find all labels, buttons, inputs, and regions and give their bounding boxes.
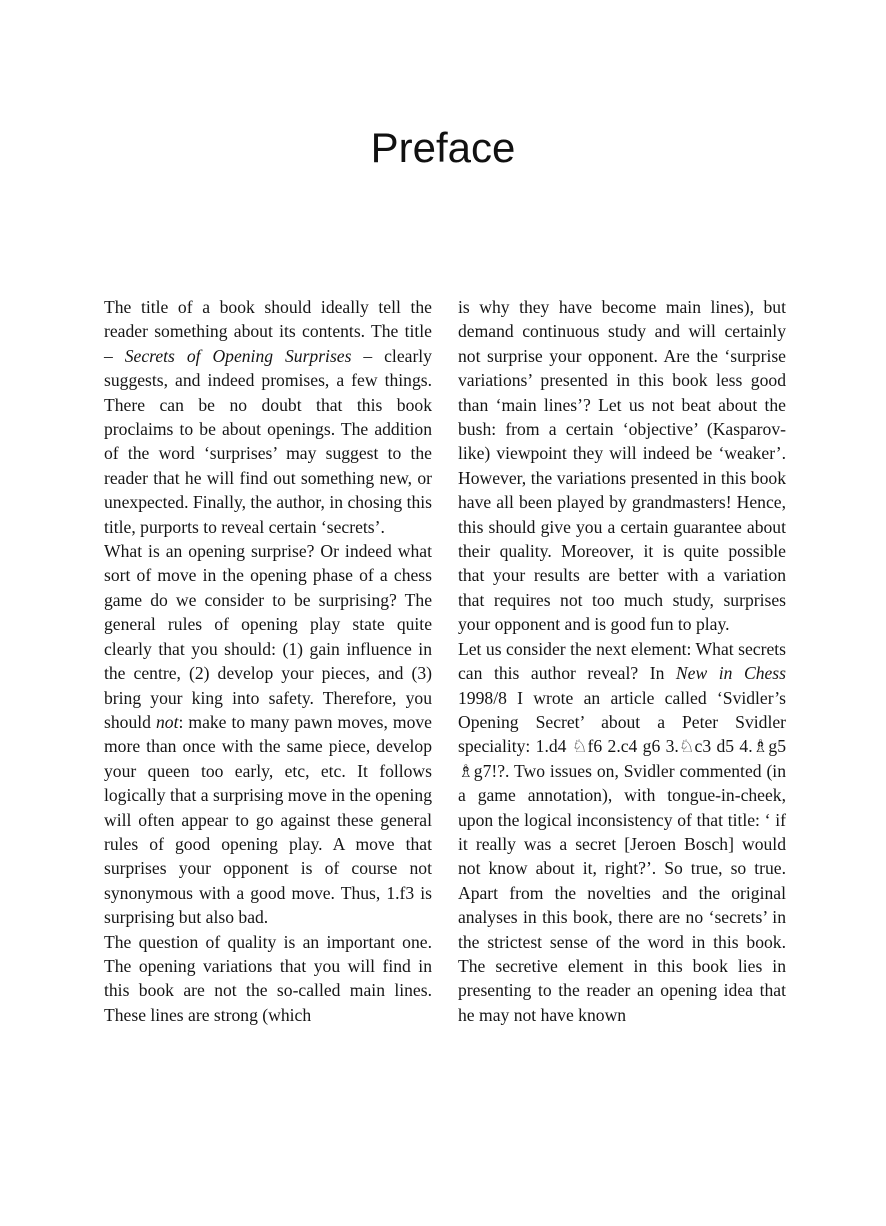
paragraph-quality: The question of quality is an important one. The opening variations that you will find in this book are not the so-called main lines. These lines are strong (which [104, 931, 432, 1025]
page-title: Preface [370, 124, 516, 171]
italic-magazine-title: New in Chess [675, 663, 786, 684]
paragraph-book-title [104, 295, 432, 539]
text-run: – clearly suggests, and indeed promises, a few things. There can be no doubt that this book proclaims to be about openings. The addition of the word ‘surprises’ may suggest to the reader that he will find out something new, or unexpected. Finally, the author, in chosing this title, purports to reveal certain ‘secrets’. [104, 345, 432, 537]
right-column [458, 295, 786, 1027]
text-run: 1998/8 I wrote an article called ‘Svidler’s Opening Secret’ about a Peter Svidler speciality: 1.d4 ♘f6 2.c4 g6 3.♘c3 d5 4.♗g5 ♗g7!?. Two issues on, Svidler commented (in a game annotation), with tongue-in-cheek, upon the logical inconsistency of that title: ‘ if it really was a secret [Jeroen Bosch] would not know about it, right?’. So true, so true. Apart from the novelties and the original analyses in this book, there are no ‘secrets’ in the strictest sense of the word in this book. The secretive element in this book lies in presenting to the reader an opening idea that he may not have known [458, 687, 786, 1025]
text-run: What is an opening surprise? Or indeed what sort of move in the opening phase of a chess game do we consider to be surprising? The general rules of opening play state quite clearly that you should: (1) gain influence in the centre, (2) develop your pieces, and (3) bring your king into safety. Therefore, you should [104, 541, 432, 732]
italic-book-title: Secrets of Opening Surprises [124, 345, 352, 366]
italic-not: not [155, 711, 179, 732]
text-run: : make to many pawn moves, move more than once with the same piece, develop your queen too early, etc, etc. It follows logically that a surprising move in the opening will often appear to go against these general rules of good opening play. A move that surprises your opponent is of course not synonymous with a good move. Thus, 1.f3 is surprising but also bad. [104, 711, 432, 928]
text-run: The title of a book should ideally tell the reader something about its contents. The title – [104, 297, 432, 366]
left-column [104, 295, 432, 1027]
text-run: Let us consider the next element: What secrets can this author reveal? In [458, 638, 786, 684]
paragraph-secrets [458, 637, 786, 1028]
paragraph-opening-surprise [104, 539, 432, 930]
paragraph-main-lines: is why they have become main lines), but demand continuous study and will certainly not surprise your opponent. Are the ‘surprise variations’ presented in this book less good than ‘main lines’? Let us not beat about the bush: from a certain ‘objective’ (Kasparov-like) viewpoint they will indeed be ‘weaker’. However, the variations presented in this book have all been played by grandmasters! Hence, this should give you a certain guarantee about their quality. Moreover, it is quite possible that your results are better with a variation that requires not too much study, surprises your opponent and is good fun to play. [458, 297, 786, 635]
